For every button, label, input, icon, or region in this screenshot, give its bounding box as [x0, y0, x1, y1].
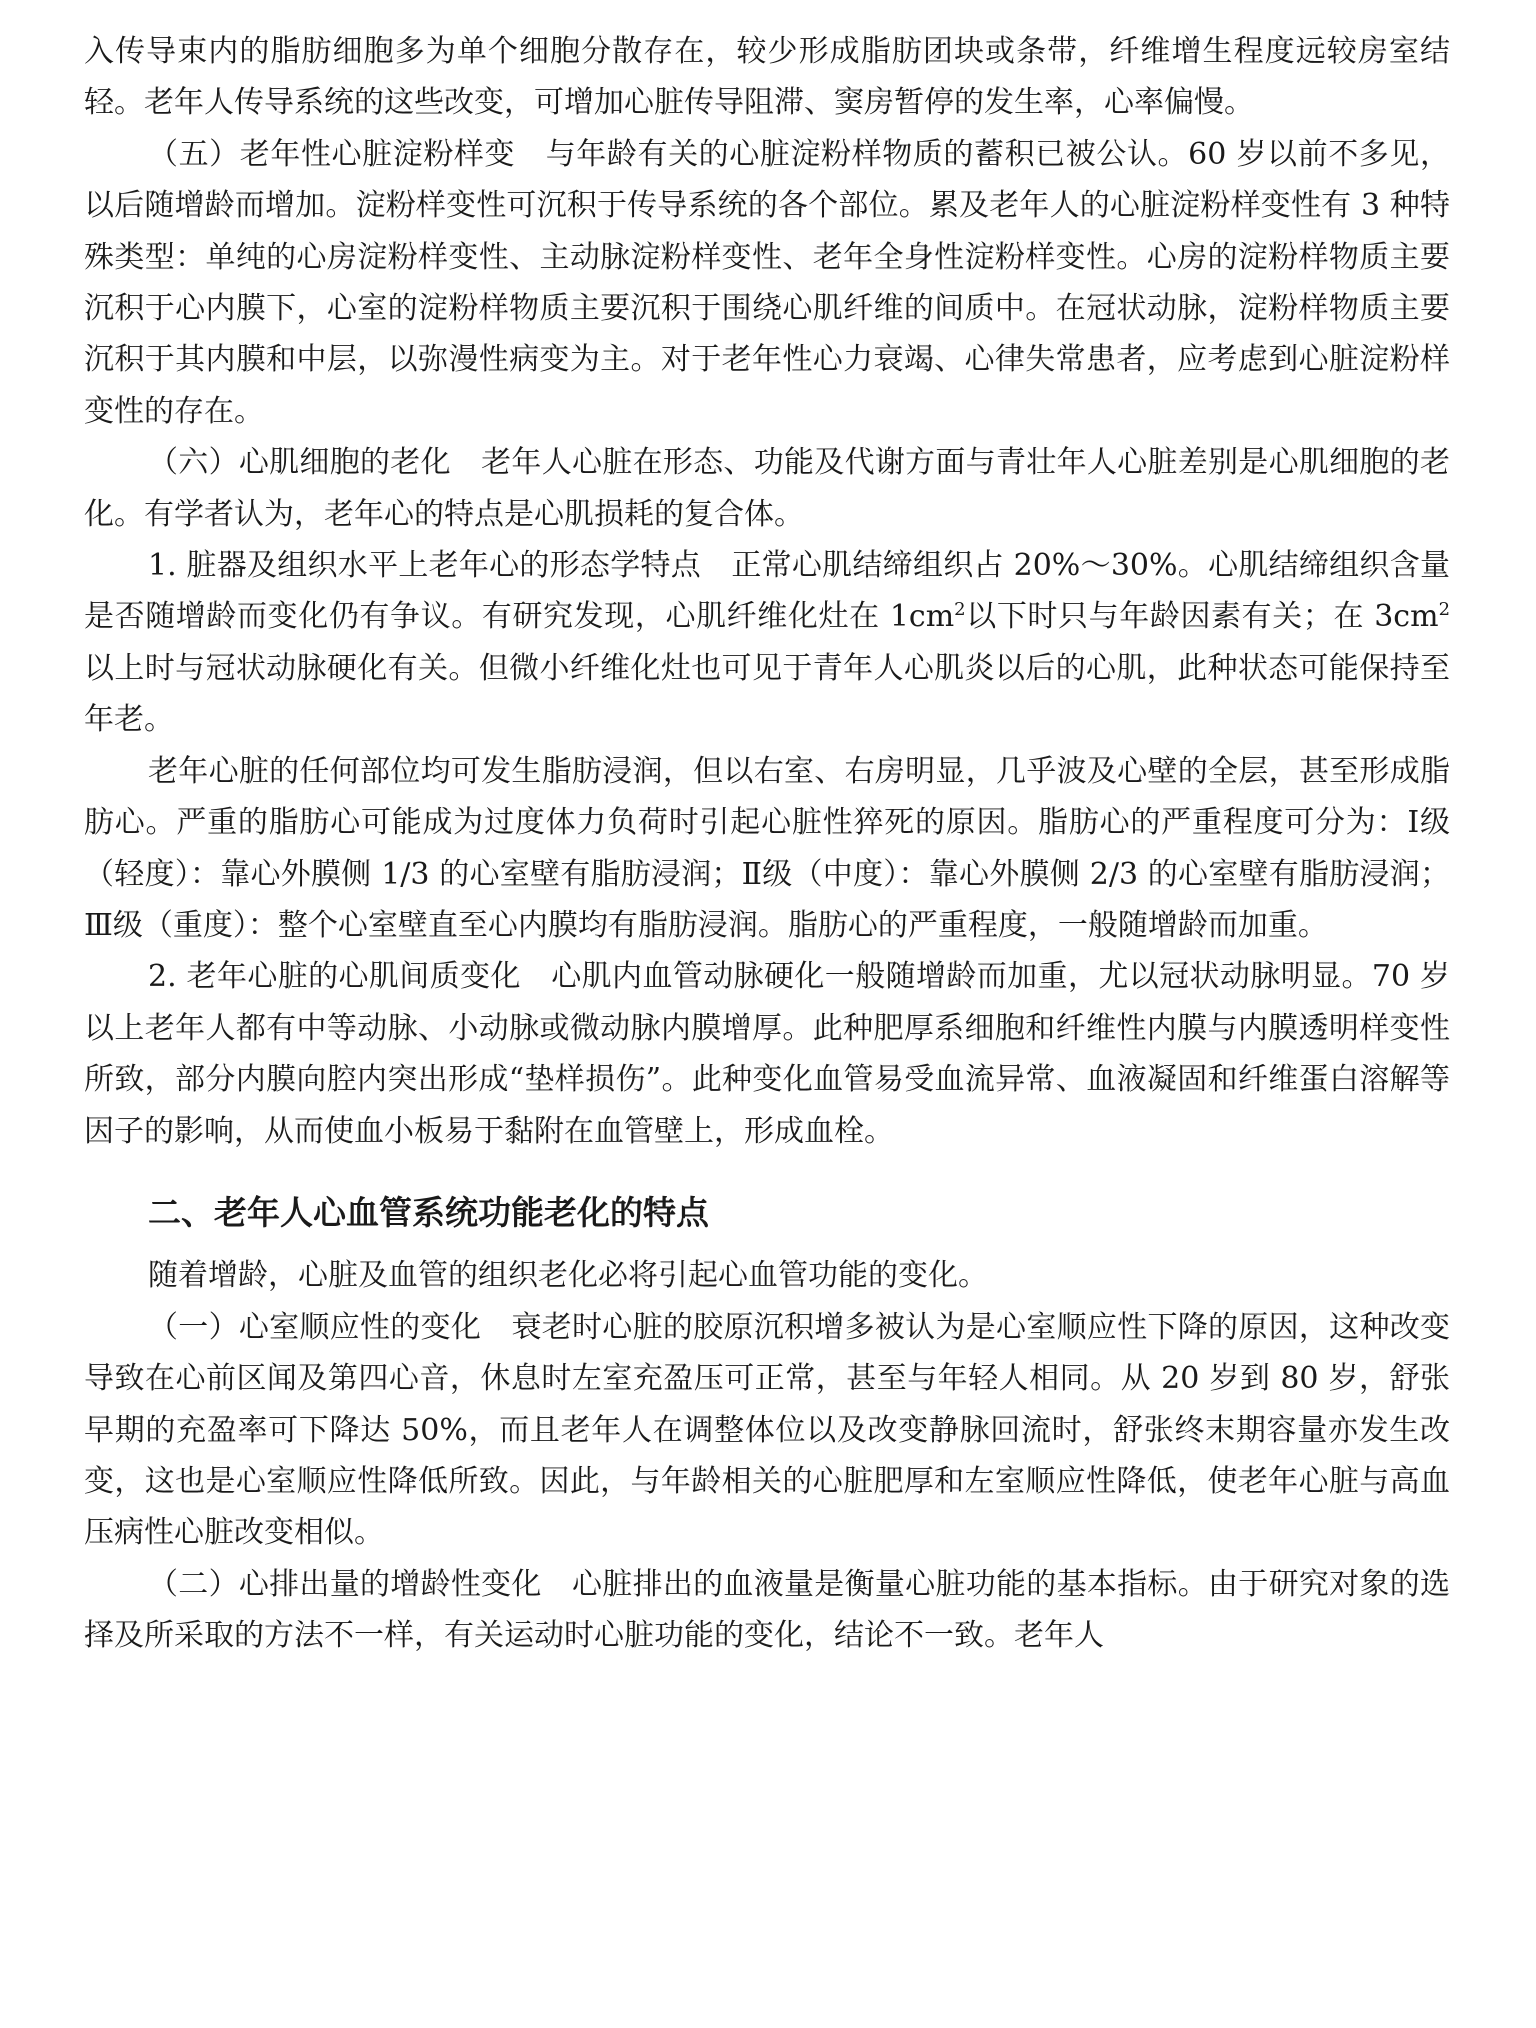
superscript: 2: [1438, 599, 1451, 621]
paragraph-continuation: 入传导束内的脂肪细胞多为单个细胞分散存在，较少形成脂肪团块或条带，纤维增生程度远较房室结轻。老年人传导系统的这些改变，可增加心脏传导阻滞、窦房暂停的发生率，心率偏慢。: [84, 34, 1450, 121]
paragraph-text: 衰老时心脏的胶原沉积增多被认为是心室顺应性下降的原因，这种改变导致在心前区闻及第四心音，休息时左室充盈压可正常，甚至与年轻人相同。从 20 岁到 80 岁，舒张早期的充盈率可下降达 50%，而且老年人在调整体位以及改变静脉回流时，舒张终末期容量亦发生改变，这也是心室顺应性降低所致。因此，与年龄相关的心脏肥厚和左室顺应性降低，使老年心脏与高血压病性心脏改变相似。: [84, 1309, 1451, 1551]
paragraph-text: 老年人心脏在形态、功能及代谢方面与青壮年人心脏差别是心肌细胞的老化。有学者认为，老年心的特点是心肌损耗的复合体。: [84, 445, 1451, 532]
subsection-title: 2. 老年心脏的心肌间质变化: [148, 959, 521, 995]
paragraph-morphology: [84, 540, 1450, 746]
paragraph-intro: 随着增龄，心脏及血管的组织老化必将引起心血管功能的变化。: [148, 1258, 988, 1294]
subsection-title: （五）老年性心脏淀粉样变: [148, 136, 516, 172]
paragraph-myocyte-aging: [84, 437, 1450, 540]
paragraph-fatty-heart: 老年心脏的任何部位均可发生脂肪浸润，但以右室、右房明显，几乎波及心壁的全层，甚至形成脂肪心。严重的脂肪心可能成为过度体力负荷时引起心脏性猝死的原因。脂肪心的严重程度可分为：Ⅰ级（轻度）：靠心外膜侧 1/3 的心室壁有脂肪浸润；Ⅱ级（中度）：靠心外膜侧 2/3 的心室壁有脂肪浸润；Ⅲ级（重度）：整个心室壁直至心内膜均有脂肪浸润。脂肪心的严重程度，一般随增龄而加重。: [84, 753, 1450, 943]
subsection-title: （一）心室顺应性的变化: [148, 1309, 482, 1345]
paragraph-text: 与年龄有关的心脏淀粉样物质的蓄积已被公认。60 岁以前不多见，以后随增龄而增加。淀粉样变性可沉积于传导系统的各个部位。累及老年人的心脏淀粉样变性有 3 种特殊类型：单纯的心房淀粉样变性、主动脉淀粉样变性、老年全身性淀粉样变性。心房的淀粉样物质主要沉积于心内膜下，心室的淀粉样物质主要沉积于围绕心肌纤维的间质中。在冠状动脉，淀粉样物质主要沉积于其内膜和中层，以弥漫性病变为主。对于老年性心力衰竭、心律失常患者，应考虑到心脏淀粉样变性的存在。: [84, 136, 1450, 429]
paragraph-cardiac-amyloidosis: [84, 129, 1450, 437]
paragraph-text: 以下时只与年龄因素有关；在 3cm: [965, 599, 1439, 635]
subsection-title: 1. 脏器及组织水平上老年心的形态学特点: [148, 548, 702, 584]
paragraph-text: 心肌内血管动脉硬化一般随增龄而加重，尤以冠状动脉明显。70 岁以上老年人都有中等动脉、小动脉或微动脉内膜增厚。此种肥厚系细胞和纤维性内膜与内膜透明样变性所致，部分内膜向腔内突出形成“垫样损伤”。此种变化血管易受血流异常、血液凝固和纤维蛋白溶解等因子的影响，从而使血小板易于黏附在血管壁上，形成血栓。: [84, 959, 1450, 1149]
paragraph-interstitial: [84, 951, 1450, 1157]
superscript: 2: [954, 599, 966, 621]
subsection-title: （六）心肌细胞的老化: [148, 445, 451, 481]
paragraph-text: 以上时与冠状动脉硬化有关。但微小纤维化灶也可见于青年人心肌炎以后的心肌，此种状态可能保持至年老。: [84, 650, 1450, 738]
paragraph-text: 正常心肌结缔组织占 20%～30%。心肌结缔组织含量是否随增龄而变化仍有争议。有研究发现，心肌纤维化灶在 1cm: [84, 548, 1450, 635]
paragraph-text: 心脏排出的血液量是衡量心脏功能的基本指标。由于研究对象的选择及所采取的方法不一样，有关运动时心脏功能的变化，结论不一致。老年人: [84, 1566, 1451, 1654]
paragraph-compliance: [84, 1302, 1450, 1559]
subsection-title: （二）心排出量的增龄性变化: [148, 1566, 542, 1602]
section-heading: 二、老年人心血管系统功能老化的特点: [148, 1192, 709, 1232]
paragraph-cardiac-output: [84, 1559, 1450, 1662]
